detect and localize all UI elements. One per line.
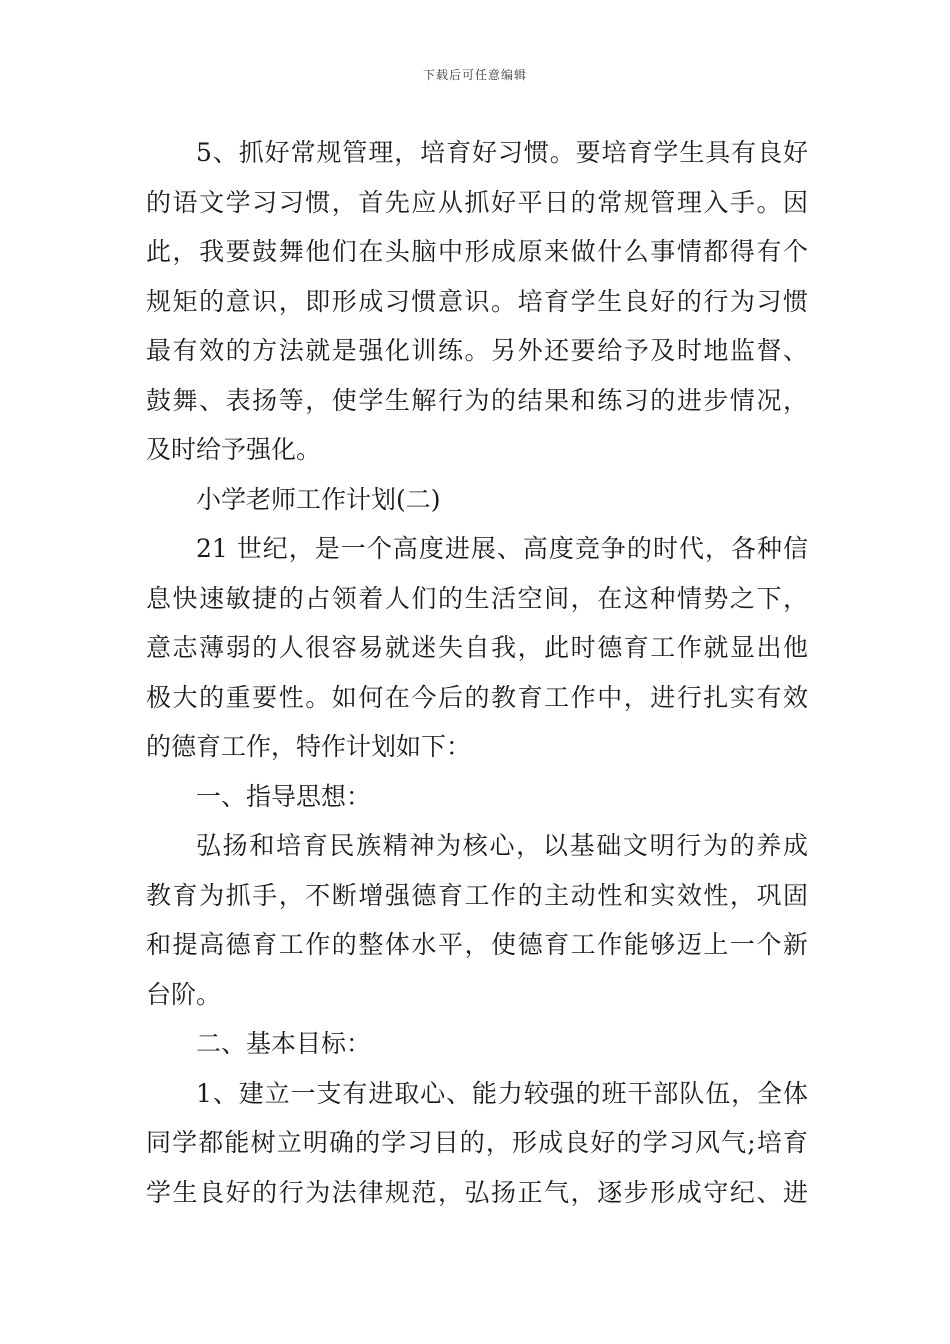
text-line: 教育为抓手，不断增强德育工作的主动性和实效性，巩固 xyxy=(146,880,808,910)
text-line: 息快速敏捷的占领着人们的生活空间，在这种情势之下， xyxy=(146,583,808,613)
text-line: 5、抓好常规管理，培育好习惯。要培育学生具有良好 xyxy=(196,138,808,167)
text-line: 的语文学习习惯，首先应从抓好平日的常规管理入手。因 xyxy=(146,187,808,217)
text-line: 1、建立一支有进取心、能力较强的班干部队伍，全体 xyxy=(196,1078,808,1108)
page-header: 下载后可任意编辑 xyxy=(422,68,527,82)
text-line: 及时给予强化。 xyxy=(146,435,322,464)
text-line: 鼓舞、表扬等，使学生解行为的结果和练习的进步情况， xyxy=(146,385,808,415)
text-line: 同学都能树立明确的学习目的，形成良好的学习风气;培育 xyxy=(146,1128,808,1157)
text-line: 21 世纪，是一个高度进展、高度竞争的时代，各种信 xyxy=(196,534,808,563)
text-line: 最有效的方法就是强化训练。另外还要给予及时地监督、 xyxy=(146,336,808,365)
text-line: 的德育工作，特作计划如下： xyxy=(146,732,472,761)
section-heading: 一、指导思想： xyxy=(196,781,372,811)
section-title: 小学老师工作计划(二) xyxy=(196,484,441,514)
text-line: 意志薄弱的人很容易就迷失自我，此时德育工作就显出他 xyxy=(146,633,808,662)
document-body xyxy=(146,128,808,1217)
text-line: 学生良好的行为法律规范，弘扬正气，逐步形成守纪、进 xyxy=(146,1177,808,1207)
text-line: 和提高德育工作的整体水平，使德育工作能够迈上一个新 xyxy=(146,930,808,959)
text-line: 弘扬和培育民族精神为核心，以基础文明行为的养成 xyxy=(196,831,808,860)
text-line: 此，我要鼓舞他们在头脑中形成原来做什么事情都得有个 xyxy=(146,237,808,266)
text-line: 台阶。 xyxy=(146,979,222,1009)
text-line: 规矩的意识，即形成习惯意识。培育学生良好的行为习惯 xyxy=(146,286,808,316)
text-line: 极大的重要性。如何在今后的教育工作中，进行扎实有效 xyxy=(146,682,808,712)
section-heading: 二、基本目标： xyxy=(196,1029,372,1058)
